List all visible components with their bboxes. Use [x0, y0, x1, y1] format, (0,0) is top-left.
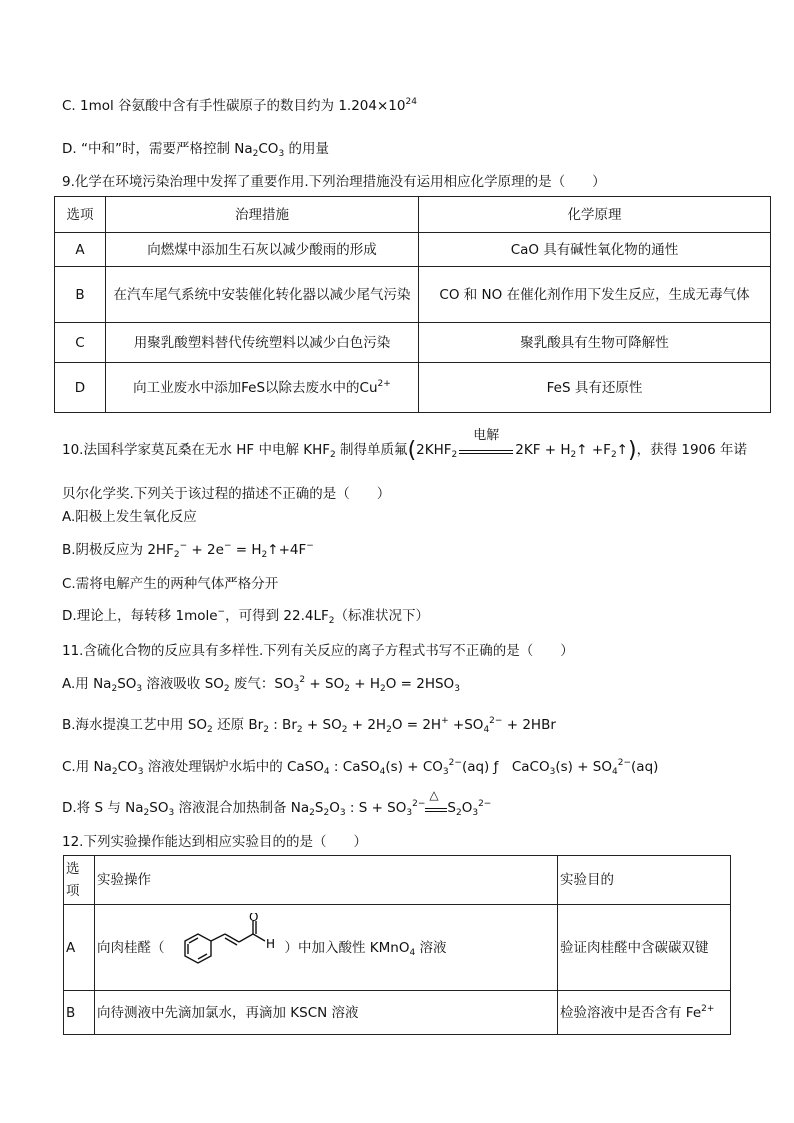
- q11-option-d: D.将 S 与 $Na_2SO_3$ 溶液混合加热制备 $Na_2S_2O_3$ : $S + SO_3^{2-}$ △ $S_2O_3^{2-}$: [62, 798, 491, 818]
- t12-row-a-option: A: [64, 905, 95, 991]
- q11-option-b: B.海水提溴工艺中用 $SO_2$ 还原 $Br_2$ : $Br_2 + SO_2 + 2H_2O = 2H^+ +SO_4^{2-} + 2HBr$: [62, 716, 556, 735]
- q10-option-a: A.阳极上发生氧化反应: [62, 509, 197, 525]
- t9-row-a-option: A: [55, 233, 106, 267]
- q10-option-c: C.需将电解产生的两种气体严格分开: [62, 576, 279, 592]
- question-10: 10.法国科学家莫瓦桑在无水 HF 中电解 $KHF_2$ 制得单质氟($2KHF_2$ 电解 $2KF + H_2↑$ $+F_2↑$)，获得 1906 年诺: [62, 428, 748, 463]
- option-c: C. 1mol 谷氨酸中含有手性碳原子的数目约为 $1.204\times 10^{24}$: [62, 97, 417, 114]
- option-d: D. “中和”时，需要严格控制 $Na_2CO_3$ 的用量: [62, 141, 329, 159]
- t12-row-a-operation: 向肉桂醛（ O H ）中加入酸性 KMnO$_4$ 溶液: [95, 905, 558, 991]
- table-q12: [63, 855, 731, 1035]
- table-q9: [54, 196, 771, 413]
- structure-oxygen-label: O: [248, 912, 258, 924]
- question-11: 11.含硫化合物的反应具有多样性.下列有关反应的离子方程式书写不正确的是（ ）: [62, 643, 574, 659]
- t9-row-b-principle: CO 和 NO 在催化剂作用下发生反应，生成无毒气体: [419, 267, 771, 323]
- cinnamaldehyde-structure: [165, 913, 285, 983]
- t9-row-c-measure: 用聚乳酸塑料替代传统塑料以减少白色污染: [106, 323, 419, 363]
- t9-row-c-principle: 聚乳酸具有生物可降解性: [419, 323, 771, 363]
- t9-row-b-option: B: [55, 267, 106, 323]
- t9-row-c-option: C: [55, 323, 106, 363]
- t9-row-a-principle: CaO 具有碱性氧化物的通性: [419, 233, 771, 267]
- t9-header-option: 选项: [55, 197, 106, 233]
- t9-row-d-measure: 向工业废水中添加FeS以除去废水中的$Cu^{2+}$: [106, 363, 419, 413]
- q10-option-d: D.理论上，每转移 1mole−，可得到 $22.4LF_2$（标准状况下）: [62, 607, 429, 626]
- t12-row-a-purpose: 验证肉桂醛中含碳碳双键: [558, 905, 731, 991]
- question-12: 12.下列实验操作能达到相应实验目的的是（ ）: [62, 834, 367, 850]
- q10-option-b: B.阴极反应为 $2HF_2^- + 2e^-$ = $H_2↑+4F^-$: [62, 541, 314, 560]
- question-9: 9.化学在环境污染治理中发挥了重要作用.下列治理措施没有运用相应化学原理的是（ ）: [62, 174, 606, 190]
- heat-triangle-icon: △: [429, 788, 439, 802]
- t9-header-principle: 化学原理: [419, 197, 771, 233]
- question-10-line2: 贝尔化学奖.下列关于该过程的描述不正确的是（ ）: [62, 486, 391, 502]
- t9-row-d-principle: FeS 具有还原性: [419, 363, 771, 413]
- t12-header-operation: 实验操作: [95, 856, 558, 905]
- q11-option-a: A.用 $Na_2SO_3$ 溶液吸收 $SO_2$ 废气：$SO_3^2 + SO_2 + H_2O = 2HSO_3$: [62, 675, 460, 694]
- t12-row-b-purpose: 检验溶液中是否含有 $Fe^{2+}$: [558, 991, 731, 1035]
- q11-option-c: C.用 $Na_2CO_3$ 溶液处理锅炉水垢中的 CaSO$_4$ : CaSO$_4$(s) + $CO_3^{2-}(aq)$ ƒ CaCO$_3$(s) + $SO_4^{2-}(aq)$: [62, 758, 659, 777]
- t9-row-b-measure: 在汽车尾气系统中安装催化转化器以减少尾气污染: [106, 267, 419, 323]
- structure-hydrogen-label: H: [265, 936, 275, 951]
- t12-row-b-option: B: [64, 991, 95, 1035]
- t12-header-purpose: 实验目的: [558, 856, 731, 905]
- t9-header-measure: 治理措施: [106, 197, 419, 233]
- t12-row-b-operation: 向待测液中先滴加氯水，再滴加 KSCN 溶液: [95, 991, 558, 1035]
- t9-row-a-measure: 向燃煤中添加生石灰以减少酸雨的形成: [106, 233, 419, 267]
- t12-header-option: 选项: [64, 856, 95, 905]
- t9-row-d-option: D: [55, 363, 106, 413]
